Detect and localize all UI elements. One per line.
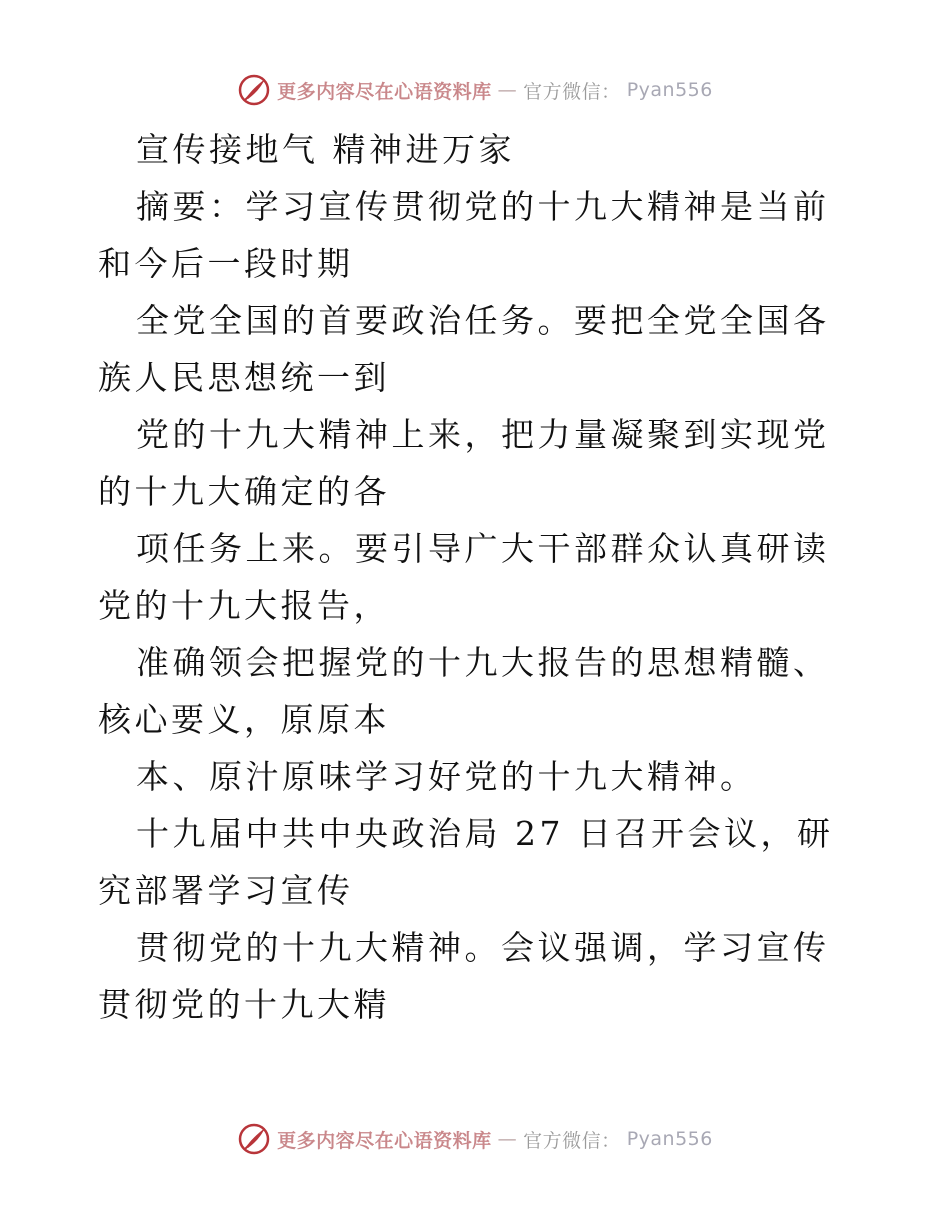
banner-wechat-id: Pyan556 <box>626 79 713 101</box>
paragraph: 准确领会把握党的十九大报告的思想精髓、核心要义，原原本 <box>98 643 830 739</box>
paragraph: 十九届中共中央政治局 27 日召开会议，研究部署学习宣传 <box>98 814 834 910</box>
banner-dash: — <box>497 1128 518 1150</box>
paragraph: 贯彻党的十九大精神。会议强调，学习宣传贯彻党的十九大精 <box>98 928 830 1024</box>
header-banner <box>0 72 950 108</box>
paragraph: 本、原汁原味学习好党的十九大精神。 <box>136 757 757 796</box>
banner-official-label: 官方微信： <box>523 1129 621 1152</box>
banner-brand-text: 更多内容尽在心语资料库 <box>277 1129 492 1152</box>
paragraph: 摘要：学习宣传贯彻党的十九大精神是当前和今后一段时期 <box>98 187 830 283</box>
paragraph: 项任务上来。要引导广大干部群众认真研读党的十九大报告， <box>98 529 830 625</box>
feather-pen-logo-icon <box>237 1122 271 1156</box>
paragraph: 全党全国的首要政治任务。要把全党全国各族人民思想统一到 <box>98 301 830 397</box>
footer-banner <box>0 1121 950 1157</box>
banner-dash: — <box>497 79 518 101</box>
banner-official-label: 官方微信： <box>523 80 621 103</box>
paragraph: 党的十九大精神上来，把力量凝聚到实现党的十九大确定的各 <box>98 415 830 511</box>
banner-brand-text: 更多内容尽在心语资料库 <box>277 80 492 103</box>
feather-pen-logo-icon <box>237 73 271 107</box>
document-title: 宣传接地气 精神进万家 <box>136 130 515 169</box>
banner-wechat-id: Pyan556 <box>626 1128 713 1150</box>
document-body <box>98 121 858 1033</box>
